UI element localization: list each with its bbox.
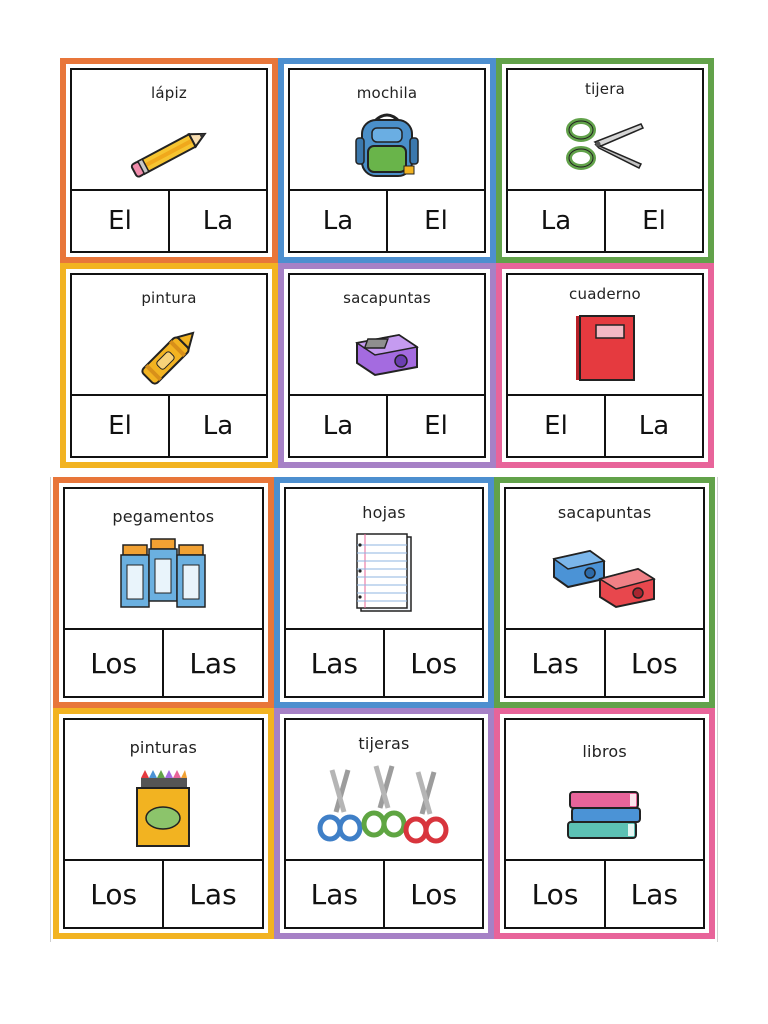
card-word: pegamentos [112, 507, 215, 526]
option-las[interactable]: Las [506, 630, 603, 696]
card-word: pintura [141, 289, 197, 307]
option-el[interactable]: El [386, 191, 484, 251]
option-el[interactable]: El [386, 396, 484, 456]
card-word: lápiz [151, 84, 187, 102]
answer-options [506, 861, 703, 927]
answer-options [65, 861, 262, 927]
option-los[interactable]: Los [65, 630, 162, 696]
option-los[interactable]: Los [604, 630, 703, 696]
option-la[interactable]: La [168, 191, 266, 251]
answer-options [290, 191, 484, 251]
answer-options [72, 396, 266, 456]
answer-options [72, 191, 266, 251]
card-word: pinturas [129, 738, 198, 757]
option-el[interactable]: El [72, 396, 168, 456]
sharpeners-icon [550, 543, 660, 613]
card-word: sacapuntas [343, 289, 431, 307]
card-sacapuntas-plural [494, 477, 715, 708]
option-los[interactable]: Los [506, 861, 603, 927]
option-las[interactable]: Las [604, 861, 703, 927]
card-pintura [60, 263, 278, 468]
card-word: cuaderno [569, 285, 641, 303]
card-sacapuntas [278, 263, 496, 468]
singular-card-grid [60, 58, 714, 468]
card-pinturas [53, 708, 274, 939]
crayon-icon [129, 319, 209, 395]
card-word: libros [582, 742, 627, 761]
card-cuaderno [496, 263, 714, 468]
card-tijera [496, 58, 714, 263]
answer-options [286, 630, 483, 696]
glue-sticks-icon [117, 537, 209, 611]
pencil-icon [124, 122, 214, 182]
option-los[interactable]: Los [383, 861, 482, 927]
books-icon [564, 788, 646, 844]
card-libros [494, 708, 715, 939]
answer-options [508, 396, 702, 456]
singular-card-sheet [60, 58, 714, 468]
crayon-box-icon [133, 768, 193, 848]
option-las[interactable]: Las [286, 630, 383, 696]
option-el[interactable]: El [72, 191, 168, 251]
option-la[interactable]: La [168, 396, 266, 456]
answer-options [506, 630, 703, 696]
option-los[interactable]: Los [383, 630, 482, 696]
option-el[interactable]: El [604, 191, 702, 251]
option-las[interactable]: Las [286, 861, 383, 927]
card-word: sacapuntas [557, 503, 652, 522]
card-word: hojas [362, 503, 406, 522]
plural-card-grid [53, 477, 715, 939]
option-los[interactable]: Los [65, 861, 162, 927]
option-la[interactable]: La [290, 396, 386, 456]
plural-card-sheet [50, 477, 718, 942]
paper-sheets-icon [351, 531, 417, 615]
card-lapiz [60, 58, 278, 263]
scissors-set-icon [314, 764, 454, 848]
card-word: mochila [356, 84, 418, 102]
card-hojas [274, 477, 495, 708]
card-word: tijeras [358, 734, 410, 753]
scissors-icon [565, 110, 645, 176]
answer-options [290, 396, 484, 456]
option-la[interactable]: La [604, 396, 702, 456]
option-las[interactable]: Las [162, 630, 261, 696]
card-word: tijera [584, 80, 625, 98]
option-las[interactable]: Las [162, 861, 261, 927]
notebook-icon [574, 313, 636, 383]
card-pegamentos [53, 477, 274, 708]
backpack-icon [352, 108, 422, 184]
answer-options [508, 191, 702, 251]
card-tijeras [274, 708, 495, 939]
option-la[interactable]: La [290, 191, 386, 251]
answer-options [65, 630, 262, 696]
card-mochila [278, 58, 496, 263]
option-la[interactable]: La [508, 191, 604, 251]
sharpener-icon [351, 325, 423, 379]
option-el[interactable]: El [508, 396, 604, 456]
answer-options [286, 861, 483, 927]
